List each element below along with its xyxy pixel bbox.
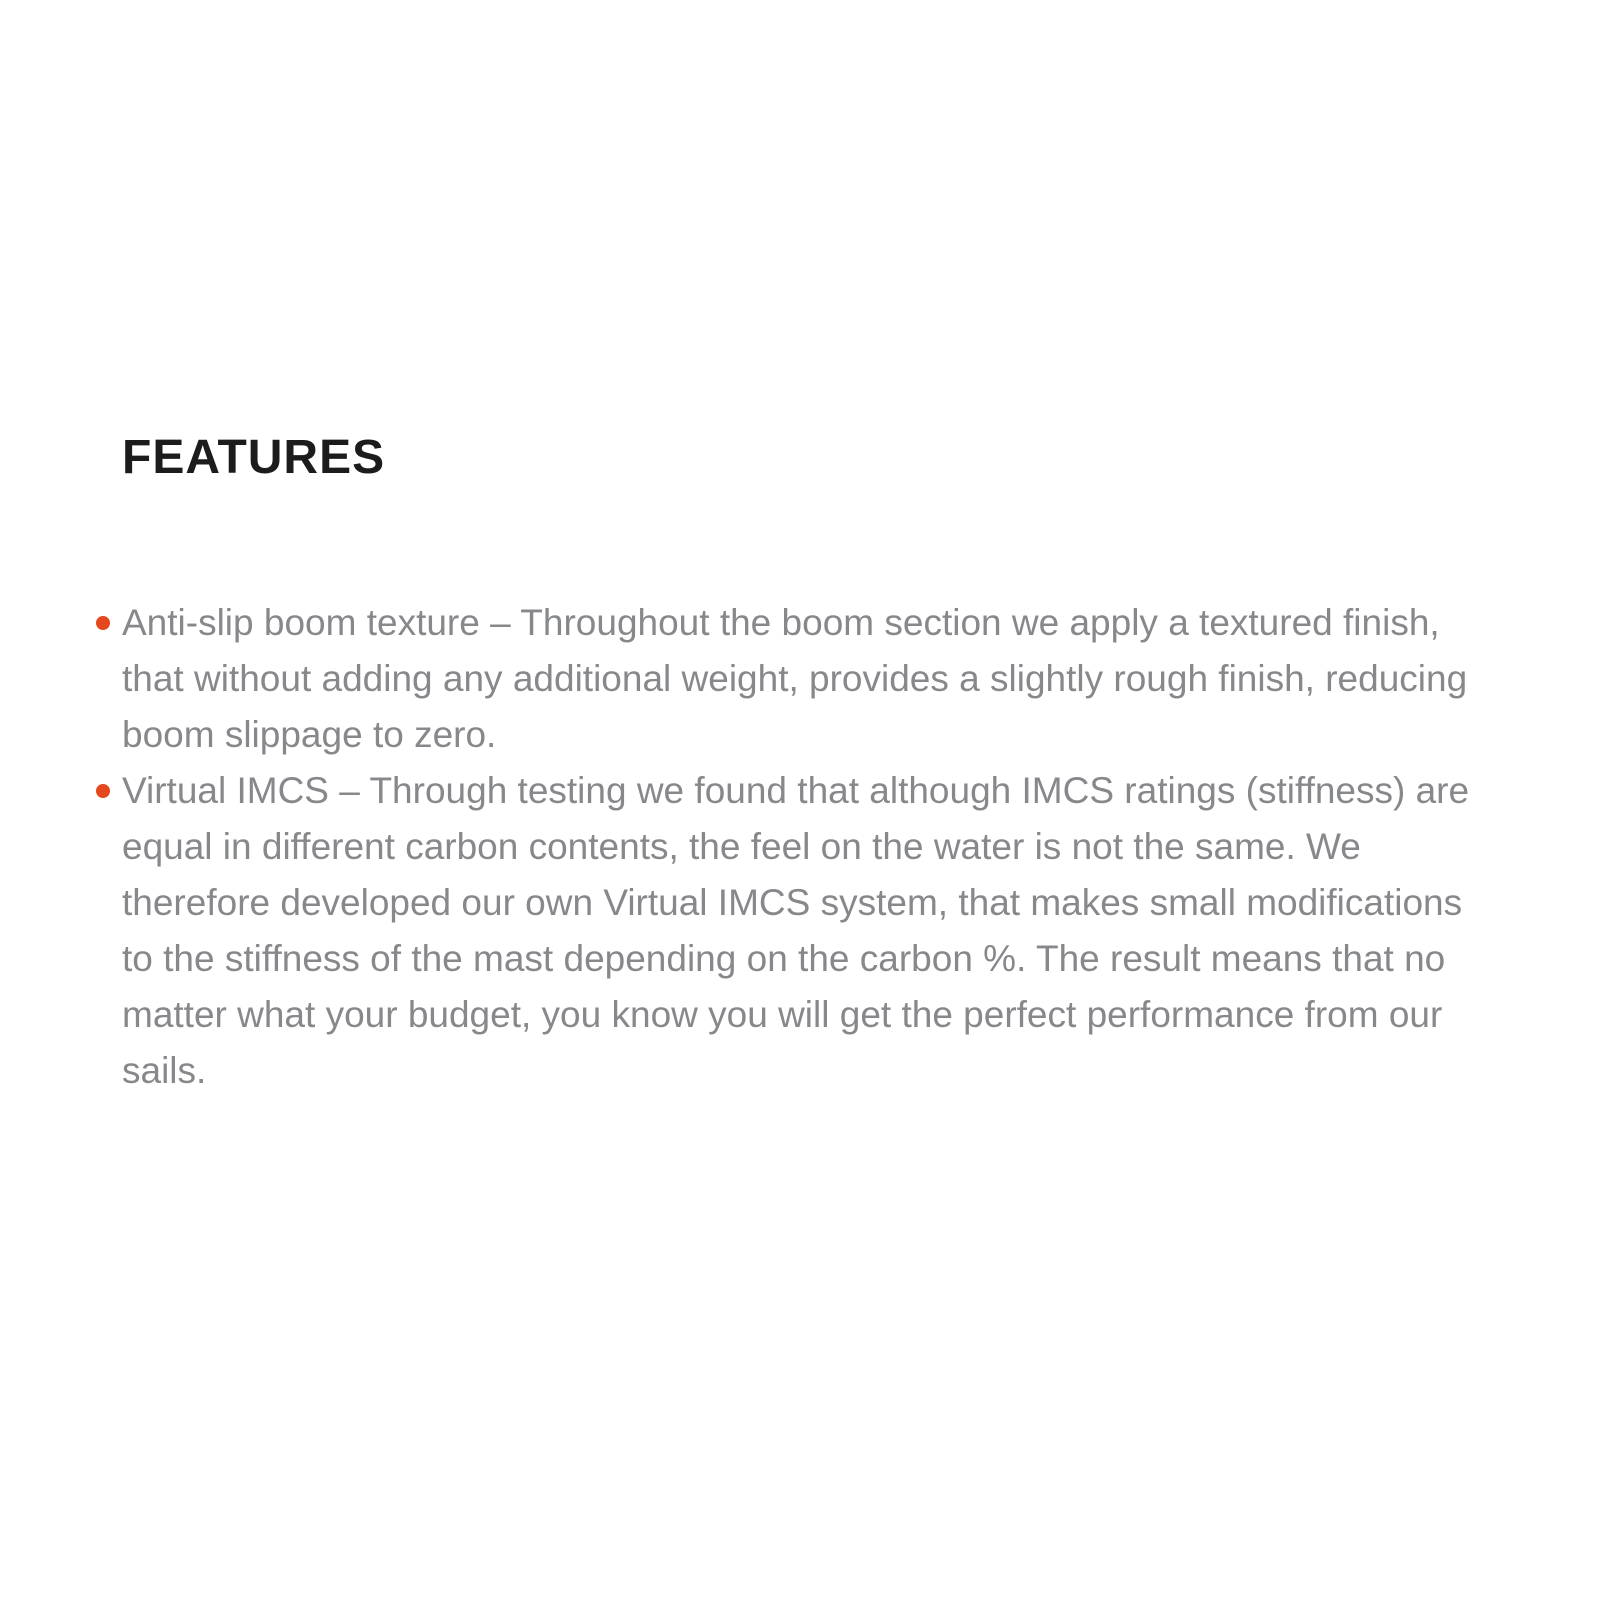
feature-text: Virtual IMCS – Through testing we found that although IMCS ratings (stiffness) are equal in different carbon contents, the feel on the water is not the same. We therefore developed our own Virtual IMCS system, that makes small modifications to the stiffness of the mast depending on the carbon %. The result means that no matter what your budget, you know you will get the perfect performance from our sails. [122,770,1470,1092]
section-heading: FEATURES [122,431,386,484]
bullet-icon [96,784,110,798]
feature-item [122,595,1490,763]
feature-text: Anti-slip boom texture – Throughout the boom section we apply a textured finish, that without adding any additional weight, provides a slightly rough finish, reducing boom slippage to zero. [122,602,1468,756]
bullet-icon [96,616,110,630]
feature-item [122,763,1490,1099]
features-list [122,595,1490,1099]
